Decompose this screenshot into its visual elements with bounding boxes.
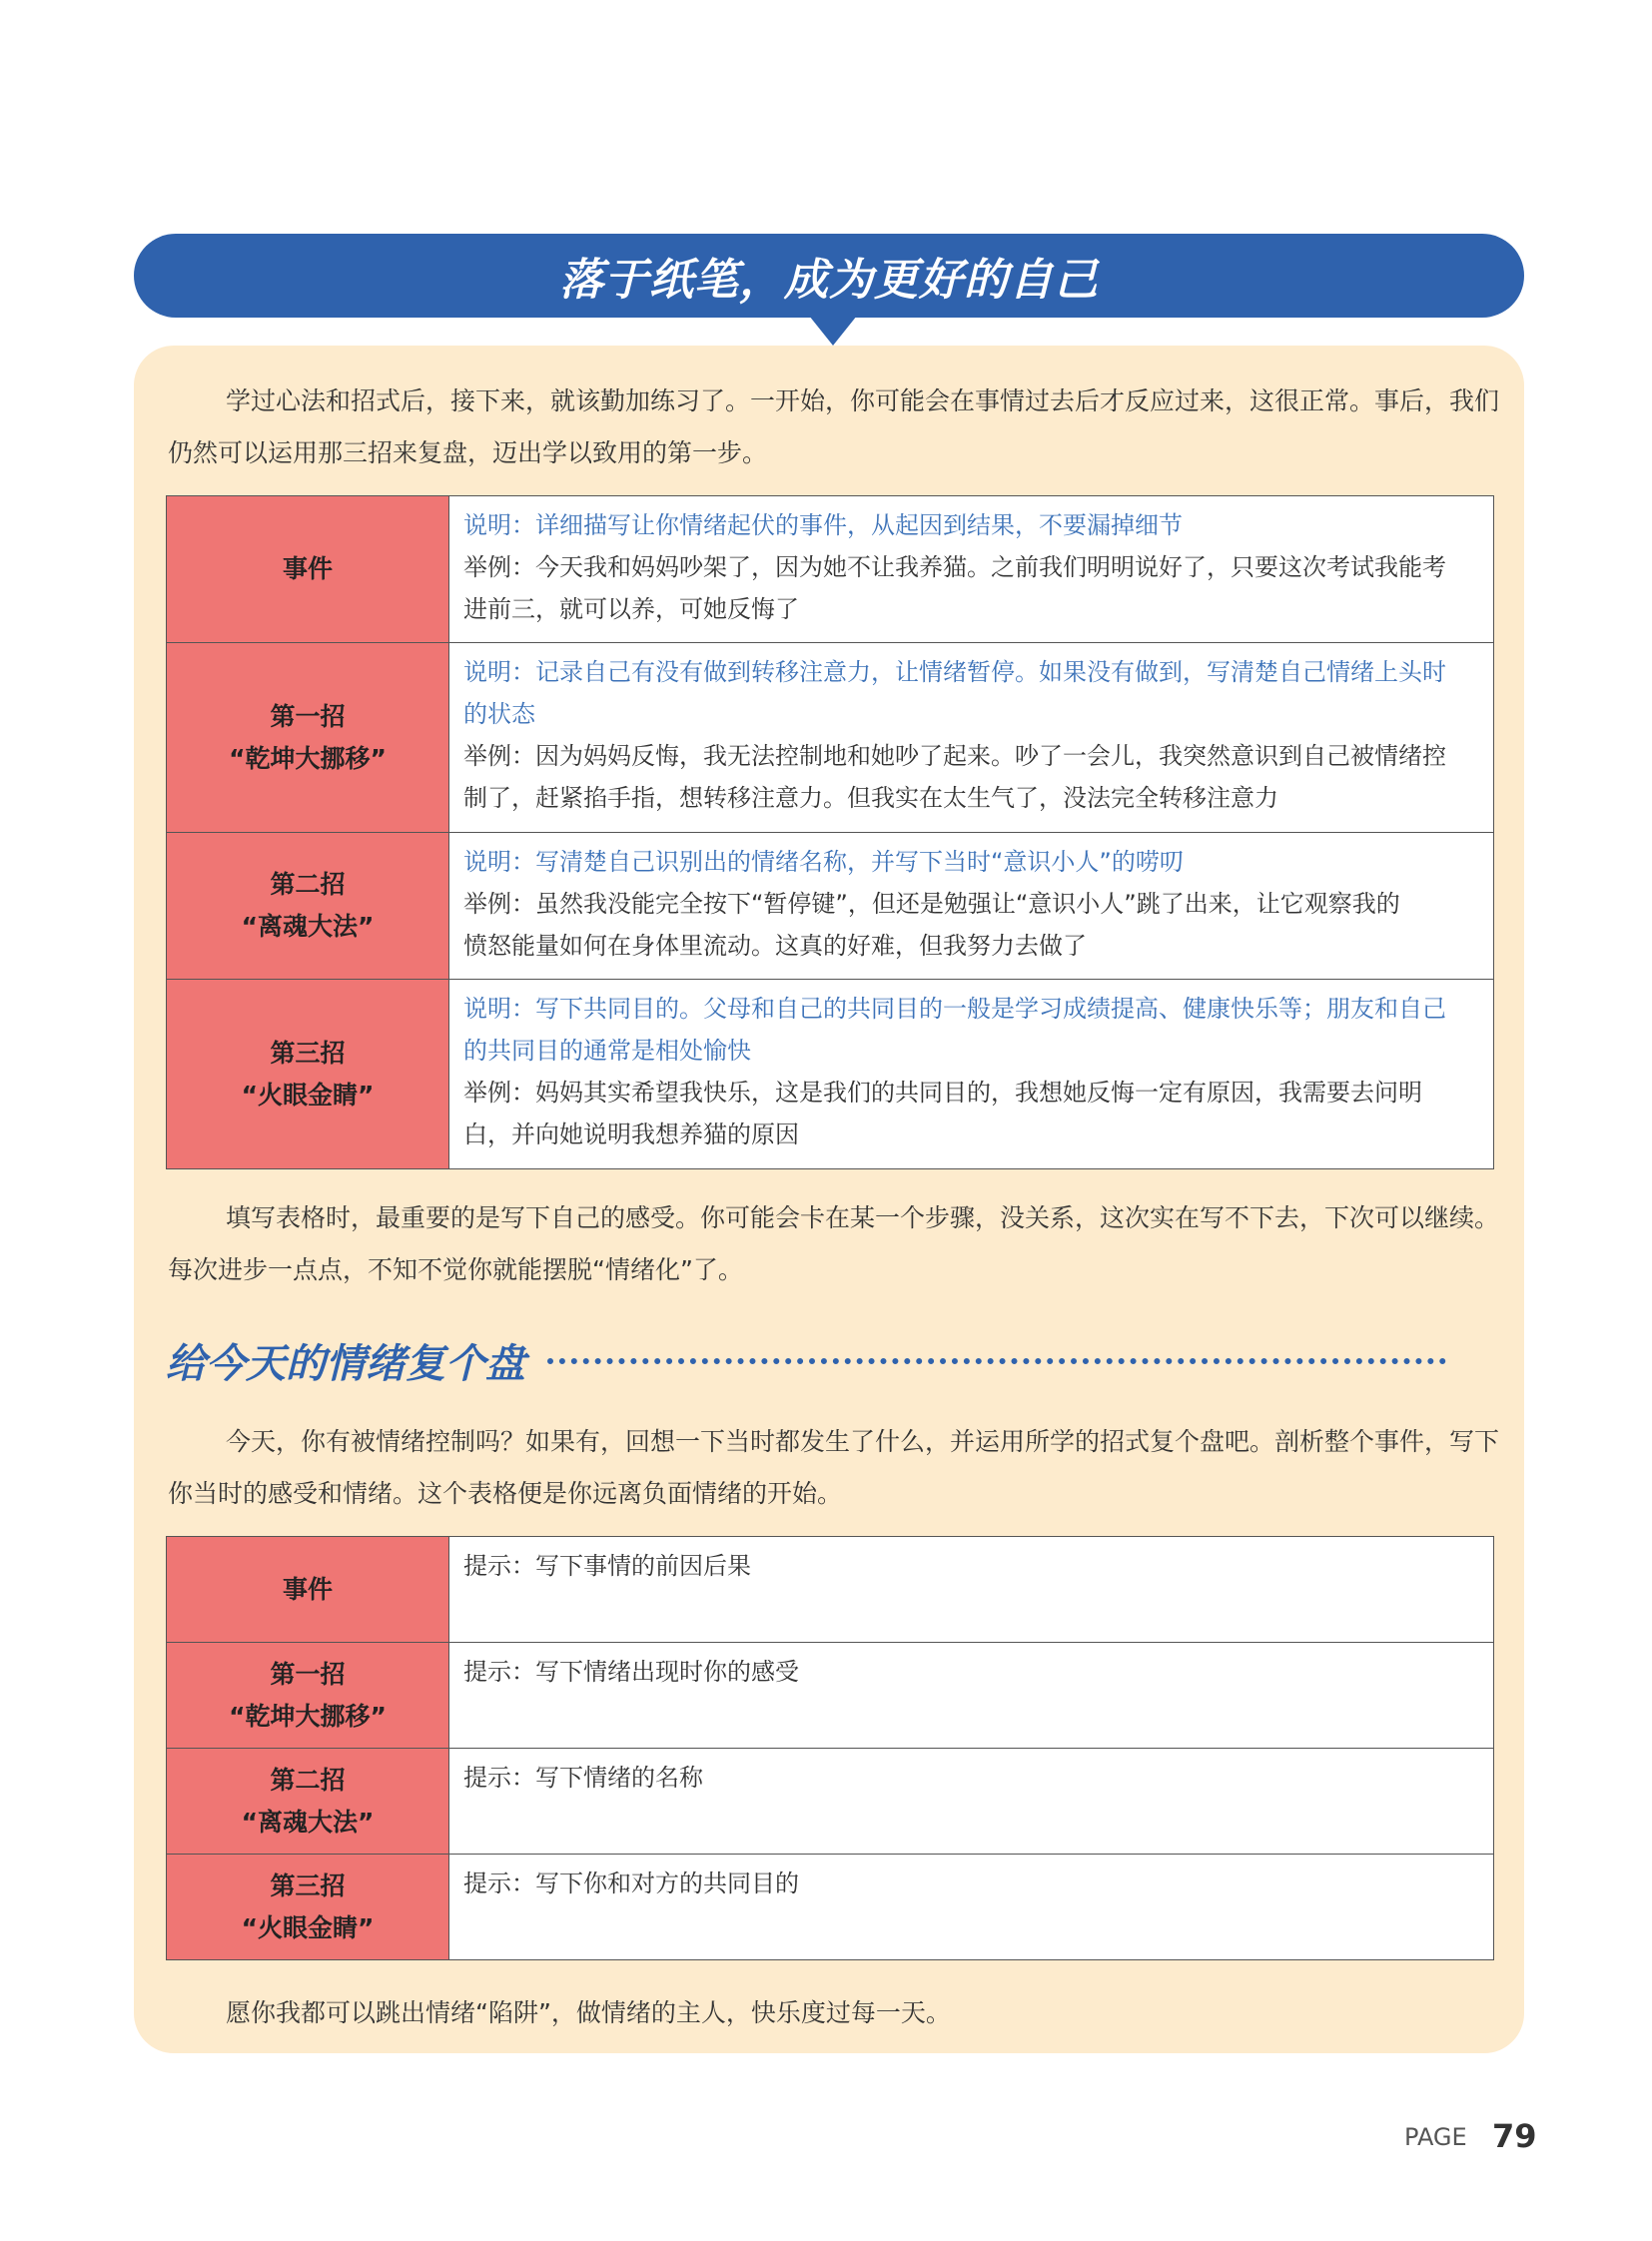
example-line: 举例：因为妈妈反悔，我无法控制地和她吵了起来。吵了一会儿，我突然意识到自己被情绪控 xyxy=(463,742,1446,770)
label-line: 第一招 xyxy=(270,1659,346,1689)
hint-text: 提示：写下情绪出现时你的感受 xyxy=(463,1658,799,1686)
closing-paragraph: 愿你我都可以跳出情绪“陷阱”，做情绪的主人，快乐度过每一天。 xyxy=(226,1998,951,2027)
label-line: 第三招 xyxy=(270,1038,346,1068)
intro-paragraph: 学过心法和招式后，接下来，就该勤加练习了。一开始，你可能会在事情过去后才反应过来，这很正常。事后，我们仍然可以运用那三招来复盘，迈出学以致用的第一步。 xyxy=(168,386,1500,467)
answer-cell[interactable] xyxy=(449,1643,1494,1749)
row-content xyxy=(449,643,1494,833)
row-label xyxy=(167,643,449,833)
desc-line: 说明：写下共同目的。父母和自己的共同目的一般是学习成绩提高、健康快乐等；朋友和自己 xyxy=(463,995,1446,1023)
label-line: 第一招 xyxy=(270,701,346,731)
row-label xyxy=(167,833,449,980)
label-line: 第三招 xyxy=(270,1870,346,1900)
table-row xyxy=(167,1643,1494,1749)
desc-line: 说明：详细描写让你情绪起伏的事件，从起因到结果，不要漏掉细节 xyxy=(463,511,1183,539)
example-table xyxy=(166,495,1494,1169)
table-row xyxy=(167,833,1494,980)
page-number: 79 xyxy=(1492,2117,1537,2155)
label-line: 第二招 xyxy=(270,1765,346,1795)
example-line: 白，并向她说明我想养猫的原因 xyxy=(463,1120,799,1148)
example-line: 制了，赶紧掐手指，想转移注意力。但我实在太生气了，没法完全转移注意力 xyxy=(463,784,1278,812)
label-line: 第二招 xyxy=(270,870,346,899)
example-line: 进前三，就可以养，可她反悔了 xyxy=(463,595,799,623)
title-banner xyxy=(134,234,1524,318)
row-content xyxy=(449,833,1494,980)
label-line: “火眼金睛” xyxy=(241,1912,375,1942)
table-row xyxy=(167,1537,1494,1643)
row-label xyxy=(167,496,449,643)
section-title: 给今天的情绪复个盘 xyxy=(166,1341,525,1387)
table-row xyxy=(167,643,1494,833)
row-label xyxy=(167,980,449,1169)
label-line: “乾坤大挪移” xyxy=(229,1701,387,1731)
banner-title: 落于纸笔，成为更好的自己 xyxy=(559,255,1099,306)
row-label xyxy=(167,1537,449,1643)
row-label xyxy=(167,1855,449,1960)
desc-line: 说明：写清楚自己识别出的情绪名称，并写下当时“意识小人”的唠叨 xyxy=(463,848,1184,876)
desc-line: 的状态 xyxy=(463,700,535,728)
row-label xyxy=(167,1643,449,1749)
answer-cell[interactable] xyxy=(449,1855,1494,1960)
row-content xyxy=(449,496,1494,643)
table-row xyxy=(167,496,1494,643)
label-line: 事件 xyxy=(282,1574,333,1604)
answer-cell[interactable] xyxy=(449,1749,1494,1855)
row-label xyxy=(167,1749,449,1855)
hint-text: 提示：写下事情的前因后果 xyxy=(463,1552,751,1580)
practice-table xyxy=(166,1536,1494,1960)
answer-cell[interactable] xyxy=(449,1537,1494,1643)
desc-line: 说明：记录自己有没有做到转移注意力，让情绪暂停。如果没有做到，写清楚自己情绪上头时 xyxy=(463,658,1446,686)
banner-pointer xyxy=(809,316,857,346)
hint-text: 提示：写下情绪的名称 xyxy=(463,1764,703,1792)
label-line: “火眼金睛” xyxy=(241,1080,375,1110)
desc-line: 的共同目的通常是相处愉快 xyxy=(463,1037,751,1065)
label-line: “离魂大法” xyxy=(241,1807,375,1837)
example-line: 举例：妈妈其实希望我快乐，这是我们的共同目的，我想她反悔一定有原因，我需要去问明 xyxy=(463,1079,1422,1107)
row-content xyxy=(449,980,1494,1169)
label-line: “乾坤大挪移” xyxy=(229,743,387,773)
label-line: “离魂大法” xyxy=(241,912,375,941)
section-heading xyxy=(166,1332,1446,1389)
table-row xyxy=(167,1855,1494,1960)
example-line: 愤怒能量如何在身体里流动。这真的好难，但我努力去做了 xyxy=(463,932,1087,960)
table-row xyxy=(167,1749,1494,1855)
label-line: 事件 xyxy=(282,554,333,583)
dotted-divider xyxy=(547,1358,1446,1364)
example-line: 举例：今天我和妈妈吵架了，因为她不让我养猫。之前我们明明说好了，只要这次考试我能考 xyxy=(463,553,1446,581)
hint-text: 提示：写下你和对方的共同目的 xyxy=(463,1869,799,1897)
page-label: PAGE xyxy=(1404,2123,1467,2151)
section-intro: 今天，你有被情绪控制吗？如果有，回想一下当时都发生了什么，并运用所学的招式复个盘吧。剖析整个事件，写下你当时的感受和情绪。这个表格便是你远离负面情绪的开始。 xyxy=(168,1427,1500,1508)
example-line: 举例：虽然我没能完全按下“暂停键”，但还是勉强让“意识小人”跳了出来，让它观察我的 xyxy=(463,890,1400,918)
note-paragraph: 填写表格时，最重要的是写下自己的感受。你可能会卡在某一个步骤，没关系，这次实在写不下去，下次可以继续。每次进步一点点，不知不觉你就能摆脱“情绪化”了。 xyxy=(168,1203,1500,1284)
table-row xyxy=(167,980,1494,1169)
